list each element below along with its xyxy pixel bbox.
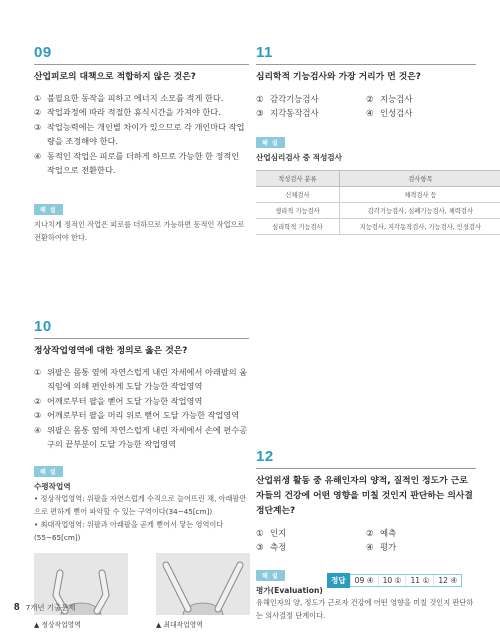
option: ② 예측 [366, 528, 397, 538]
question-text: 산업위생 활동 중 유해인자의 양적, 질적인 정도가 근로자들의 건강에 어떤 영향을 미칠 것인지 판단하는 의사결정단계는? [256, 476, 473, 516]
question-09 [34, 44, 249, 245]
question-11 [256, 44, 482, 235]
divider [34, 64, 249, 65]
option: ① 불필요한 동작을 피하고 에너지 소모를 적게 한다. [34, 93, 224, 103]
divider [256, 468, 476, 469]
option: ④ 위팔은 몸통 옆에 자연스럽게 내린 자세에서 손에 편수공구의 끝부분이 도달 가능한 작업영역 [34, 424, 248, 450]
question-text: 산업피로의 대책으로 적합하지 않은 것은? [34, 72, 196, 82]
explanation-item: • 정상작업영역: 위팔을 자연스럽게 수직으로 늘어뜨린 채, 아래팔만으로 편하게 뻗어 파악할 수 있는 구역이다(34~45[cm]) [34, 494, 247, 517]
figure-caption: ▲ 정상작업영역 [34, 620, 81, 629]
explanation-tag: 해 설 [34, 466, 63, 477]
option: ③ 측정 [256, 542, 287, 552]
answer-item: 10 ① [378, 575, 406, 586]
figure-normal-work-area [34, 553, 128, 629]
answer-item: 12 ④ [433, 575, 461, 586]
option-list [34, 91, 249, 177]
page-title: 7개년 기출문제 [25, 603, 76, 612]
explanation-item: • 최대작업영역: 위팔과 아래팔을 곧게 뻗어서 닿는 영역이다(55~65[cm]) [34, 520, 224, 542]
explanation-text: 유해인자의 양, 정도가 근로자 건강에 어떤 영향을 미칠 것인지 판단하는 의사결정 단계이다. [256, 598, 474, 620]
question-text: 정상작업영역에 대한 정의로 옳은 것은? [34, 346, 188, 356]
option: ④ 평가 [366, 542, 397, 552]
question-text: 심리학적 기능검사와 가장 거리가 먼 것은? [256, 72, 421, 82]
explanation-text: 지나치게 정적인 작업은 피로를 더하므로 가능하면 동적인 작업으로 전환하여야 한다. [34, 220, 245, 243]
option: ① 감각기능검사 [256, 94, 319, 104]
question-number: 12 [256, 448, 274, 465]
figure-caption: ▲ 최대작업영역 [156, 620, 203, 629]
table-row: 신체검사 체격검사 등 [256, 187, 500, 203]
option: ④ 인성검사 [366, 108, 413, 118]
divider [34, 338, 249, 339]
option-list [256, 92, 476, 120]
answer-item: 11 ① [405, 575, 433, 586]
answer-label: 정답 [327, 573, 350, 588]
question-number: 10 [34, 318, 52, 335]
explanation-tag: 해 설 [256, 137, 285, 148]
table-header: 적성검사 분류 [256, 171, 339, 187]
answer-item: 09 ④ [350, 575, 378, 586]
page-number: 8 [14, 602, 20, 613]
option: ② 작업과정에 따라 적절한 휴식시간을 가져야 한다. [34, 107, 221, 118]
figure-row [34, 553, 249, 629]
option: ② 지능검사 [366, 94, 413, 104]
option-list [256, 526, 476, 554]
divider [256, 64, 476, 65]
option: ② 어깨로부터 팔을 뻗어 도달 가능한 작업영역 [34, 395, 203, 406]
figure-max-work-area [156, 553, 250, 629]
option: ① 위팔은 몸통 옆에 자연스럽게 내린 자세에서 아래팔의 움직임에 의해 편안하게 도달 가능한 작업영역 [34, 367, 248, 392]
aptitude-test-table [256, 170, 500, 235]
table-row: 생리적 기능검사 감각기능검사, 심폐기능검사, 체력검사 [256, 203, 500, 219]
table-header: 검사항목 [339, 171, 500, 187]
option-list [34, 365, 249, 451]
question-12 [256, 448, 476, 623]
page-footer [14, 602, 75, 613]
table-row: 심리학적 기능검사 지능검사, 지각동작검사, 기능검사, 인성검사 [256, 219, 500, 235]
question-number: 09 [34, 44, 52, 61]
explanation-tag: 해 설 [34, 204, 63, 215]
explanation-heading: 산업심리검사 중 적성검사 [256, 153, 342, 162]
option: ③ 지각동작검사 [256, 108, 319, 118]
question-number: 11 [256, 44, 273, 61]
max-work-area-illustration [156, 553, 250, 615]
explanation-heading: 평가(Evaluation) [256, 586, 323, 595]
answer-key [327, 573, 462, 588]
option: ③ 어깨로부터 팔을 머리 위로 뻗어 도달 가능한 작업영역 [34, 410, 240, 421]
question-10 [34, 318, 249, 629]
option: ① 인지 [256, 528, 287, 538]
explanation-heading: 수평작업역 [34, 482, 71, 492]
explanation-tag: 해 설 [256, 570, 285, 581]
option: ④ 동적인 작업은 피로를 더하게 하므로 가능한 한 정적인 작업으로 전환한다. [34, 150, 240, 176]
option: ③ 작업능력에는 개인별 차이가 있으므로 각 개인마다 작업량을 조정해야 한다. [34, 121, 245, 147]
